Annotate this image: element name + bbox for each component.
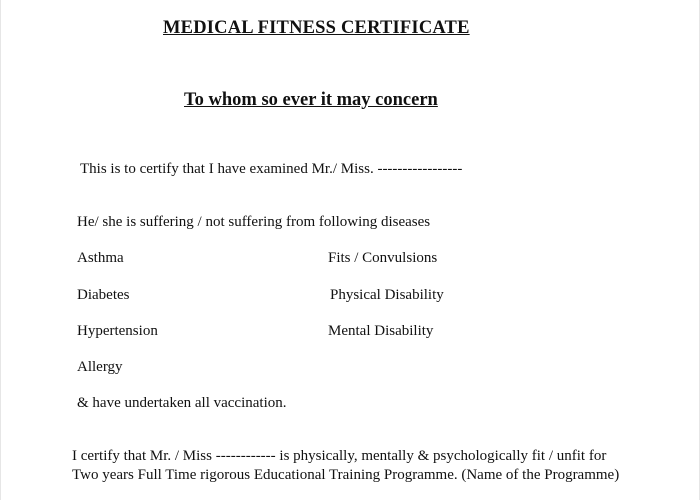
- disease-item-hypertension: Hypertension: [77, 323, 158, 339]
- disease-item-allergy: Allergy: [77, 359, 123, 375]
- page-border-left: [0, 0, 1, 500]
- disease-item-diabetes: Diabetes: [77, 287, 130, 303]
- disease-item-physical-disability: Physical Disability: [330, 287, 444, 303]
- fitness-statement-line-2: Two years Full Time rigorous Educational Training Programme. (Name of the Programme): [72, 467, 620, 483]
- disease-item-mental-disability: Mental Disability: [328, 323, 434, 339]
- fitness-statement-line-1: I certify that Mr. / Miss ------------ is physically, mentally & psychologically fit / unfit for: [72, 448, 607, 464]
- vaccination-statement: & have undertaken all vaccination.: [77, 395, 287, 411]
- disease-item-asthma: Asthma: [77, 250, 124, 266]
- examined-statement: This is to certify that I have examined Mr./ Miss. -----------------: [80, 161, 463, 177]
- disease-item-fits-convulsions: Fits / Convulsions: [328, 250, 438, 266]
- certificate-title: MEDICAL FITNESS CERTIFICATE: [163, 18, 470, 38]
- diseases-intro: He/ she is suffering / not suffering from following diseases: [77, 214, 431, 230]
- salutation-heading: To whom so ever it may concern: [184, 90, 438, 110]
